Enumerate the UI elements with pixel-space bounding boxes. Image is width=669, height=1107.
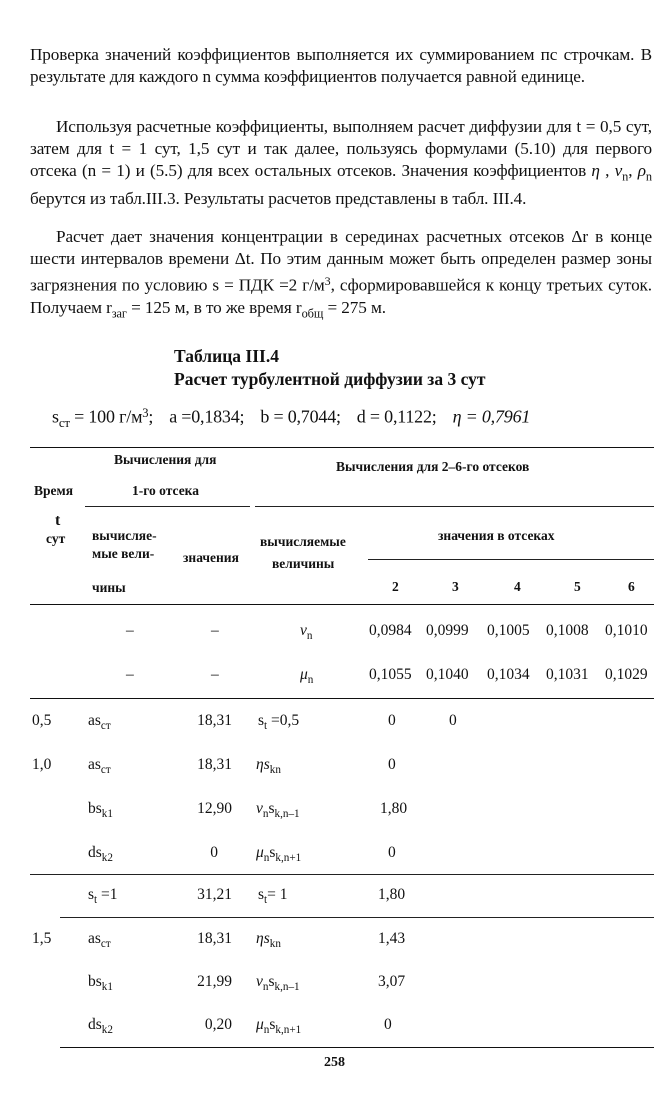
cell-calc-value: $s_t =1$ <box>88 886 118 906</box>
eta-symbol: η <box>591 161 600 181</box>
header-compartment-5: 5 <box>574 579 581 594</box>
header-calc-rest: Вычисления для 2–6-го отсеков <box>336 459 530 474</box>
paragraph-3-text-d: = 275 м. <box>323 298 386 318</box>
cell-value: 18,31 <box>197 930 232 947</box>
table-top-rule <box>30 447 654 448</box>
block1-rule <box>30 874 654 875</box>
paragraph-3-text-b: , сформировавшейся к концу третьих суток. Получаем r <box>30 275 653 318</box>
header-calc-values-2: мые вели- <box>92 546 155 561</box>
cell-calc-value: – <box>126 622 134 639</box>
cell-time: 1,5 <box>32 930 52 947</box>
cell-quantity: $\nu_n$ <box>300 622 313 642</box>
header-calc-quantities-2: величины <box>272 556 335 571</box>
cell-quantity: $\mu_ns_{k,n+1}$ <box>256 1016 302 1036</box>
cell-compartment-2: 0 <box>384 1016 392 1033</box>
table-label: Таблица III.4 <box>174 346 279 366</box>
cell-quantity: $\mu_ns_{k,n+1}$ <box>256 844 302 864</box>
header-values-in-compartments: значения в отсеках <box>438 528 555 543</box>
header-values: значения <box>183 550 239 565</box>
coef-bottom-rule <box>30 698 654 699</box>
cell-compartment-2: 0 <box>388 756 396 773</box>
cell-compartment-6: 0,1029 <box>605 666 648 683</box>
cell-quantity: $s_t= 1$ <box>258 886 288 906</box>
header-calc-values-1: вычисляе- <box>92 528 157 543</box>
header-compartment-6: 6 <box>628 579 635 594</box>
cell-compartment-2: 0 <box>388 844 396 861</box>
cell-compartment-2: 0,1055 <box>369 666 412 683</box>
header-time: Время <box>34 483 74 498</box>
cell-value: 0 <box>210 844 218 861</box>
cell-calc-value: – <box>126 666 134 683</box>
cell-calc-value: $ds_{k2}$ <box>88 1016 113 1036</box>
cell-calc-value: $as_{ст}$ <box>88 712 111 732</box>
cell-quantity: $\eta s_{kn}$ <box>256 756 281 776</box>
param-s-label: s <box>52 406 59 427</box>
nu-symbol: ν <box>614 161 623 181</box>
cube-superscript: 3 <box>324 274 331 289</box>
table-bottom-rule <box>60 1047 654 1048</box>
nu-subscript: n <box>622 169 629 184</box>
paragraph-2-text-a: Используя расчетные коэффициенты, выполняем расчет диффузии для t = 0,5 сут, затем для t = 1 сут, 1,5 сут и так далее, пользуясь формулами (5.10) для первого отсека (n = 1) и (5.5) для всех остальных отсеков. Значения коэффициентов <box>30 117 652 181</box>
cell-time: 0,5 <box>32 712 52 729</box>
cell-value: 21,99 <box>197 973 232 990</box>
cell-compartment-2: 3,07 <box>378 973 406 990</box>
header-bottom-rule <box>30 604 654 605</box>
paragraph-3 <box>30 226 652 325</box>
rho-subscript: n <box>645 169 652 184</box>
cell-compartment-2: 1,80 <box>378 886 406 903</box>
cell-compartment-5: 0,1031 <box>546 666 589 683</box>
cell-quantity: $\nu_ns_{k,n-1}$ <box>256 973 300 993</box>
param-s-superscript: 3 <box>142 406 149 420</box>
page-number: 258 <box>324 1055 345 1070</box>
cell-compartment-4: 0,1005 <box>487 622 530 639</box>
paragraph-1 <box>30 44 652 88</box>
paragraph-3-text-c: = 125 м, в то же время r <box>126 298 302 318</box>
header-first-compartment: 1-го отсека <box>132 483 200 498</box>
cell-quantity: $s_t =0,5$ <box>258 712 300 732</box>
parameters-line: $s_{ст} = 100$ $г/м^3$; a =0,1834; b = 0,7044; d = 0,1122; η = 0,7961 <box>52 406 531 431</box>
cell-compartment-3: 0,1040 <box>426 666 469 683</box>
param-eta: η = 0,7961 <box>452 406 531 427</box>
paragraph-1-text: Проверка значений коэффициентов выполняется их суммированием пс строчкам. В результате для каждого n сумма коэффициентов получается равной единице. <box>30 45 652 87</box>
cell-compartment-2: 1,80 <box>380 800 408 817</box>
cell-value: 18,31 <box>197 756 232 773</box>
cell-value: 0,20 <box>204 1016 232 1033</box>
param-s-subscript: ст <box>58 415 70 431</box>
rho-symbol: ρ <box>637 161 646 181</box>
r-zag-subscript: заг <box>111 306 127 321</box>
r-obsh-subscript: общ <box>301 306 324 321</box>
header-rule-first <box>85 506 250 507</box>
cell-value: – <box>211 622 219 639</box>
header-calc-quantities-1: вычисляемые <box>260 534 346 549</box>
cell-compartment-2: 0,0984 <box>369 622 412 639</box>
paragraph-2-text-b: берутся из табл.III.3. Результаты расчетов представлены в табл. III.4. <box>30 188 527 208</box>
cell-compartment-5: 0,1008 <box>546 622 589 639</box>
header-compartment-4: 4 <box>514 579 521 594</box>
param-d: d = 0,1122; <box>356 406 437 427</box>
cell-value: 31,21 <box>197 886 232 903</box>
cell-compartment-2: 0 <box>388 712 396 729</box>
paragraph-3-text-a: Расчет дает значения концентрации в серединах расчетных отсеков Δr в конце шести интервалов времени Δt. По этим данным может быть определен размер зоны загрязнения по условию s = ПДК =2 г/м <box>30 227 652 295</box>
cell-calc-value: $ds_{k2}$ <box>88 844 113 864</box>
header-calc-first: Вычисления для <box>114 452 217 467</box>
param-s-value: = 100 г/м <box>69 406 143 427</box>
header-rule-rest <box>255 506 654 507</box>
cell-calc-value: $as_{ст}$ <box>88 930 111 950</box>
cell-quantity: $\nu_ns_{k,n-1}$ <box>256 800 300 820</box>
param-b: b = 0,7044; <box>260 406 341 427</box>
cell-value: 12,90 <box>197 800 232 817</box>
header-rule-compartments <box>368 559 654 560</box>
header-sut: сут <box>46 531 66 546</box>
cell-calc-value: $as_{ст}$ <box>88 756 111 776</box>
cell-calc-value: $bs_{k1}$ <box>88 800 113 820</box>
cell-value: 18,31 <box>197 712 232 729</box>
cell-quantity: $\mu_n$ <box>300 666 314 686</box>
cell-compartment-6: 0,1010 <box>605 622 648 639</box>
total1-rule <box>60 917 654 918</box>
param-a: a =0,1834; <box>169 406 245 427</box>
header-t: t <box>55 512 61 529</box>
cell-compartment-3: 0,0999 <box>426 622 469 639</box>
cell-value: – <box>211 666 219 683</box>
header-compartment-3: 3 <box>452 579 459 594</box>
header-compartment-2: 2 <box>392 579 399 594</box>
cell-compartment-2: 1,43 <box>378 930 406 947</box>
cell-compartment-4: 0,1034 <box>487 666 530 683</box>
table-title: Расчет турбулентной диффузии за 3 сут <box>174 369 486 389</box>
header-calc-values-3: чины <box>92 580 126 595</box>
paragraph-2: Используя расчетные коэффициенты, выполняем расчет диффузии для t = 0,5 сут, затем для t = 1 сут, 1,5 сут и так далее, пользуясь формулами (5.10) для первого отсека (n = 1) и (5.5) для всех остальных отсеков. Значения коэффициентов η , $\nu_n$, $\rho_n$ берутся из табл.III.3. Результаты расчетов представлены в табл. III.4. <box>30 117 652 208</box>
cell-compartment-3: 0 <box>449 712 457 729</box>
cell-time: 1,0 <box>32 756 52 773</box>
cell-quantity: $\eta s_{kn}$ <box>256 930 281 950</box>
cell-calc-value: $bs_{k1}$ <box>88 973 113 993</box>
